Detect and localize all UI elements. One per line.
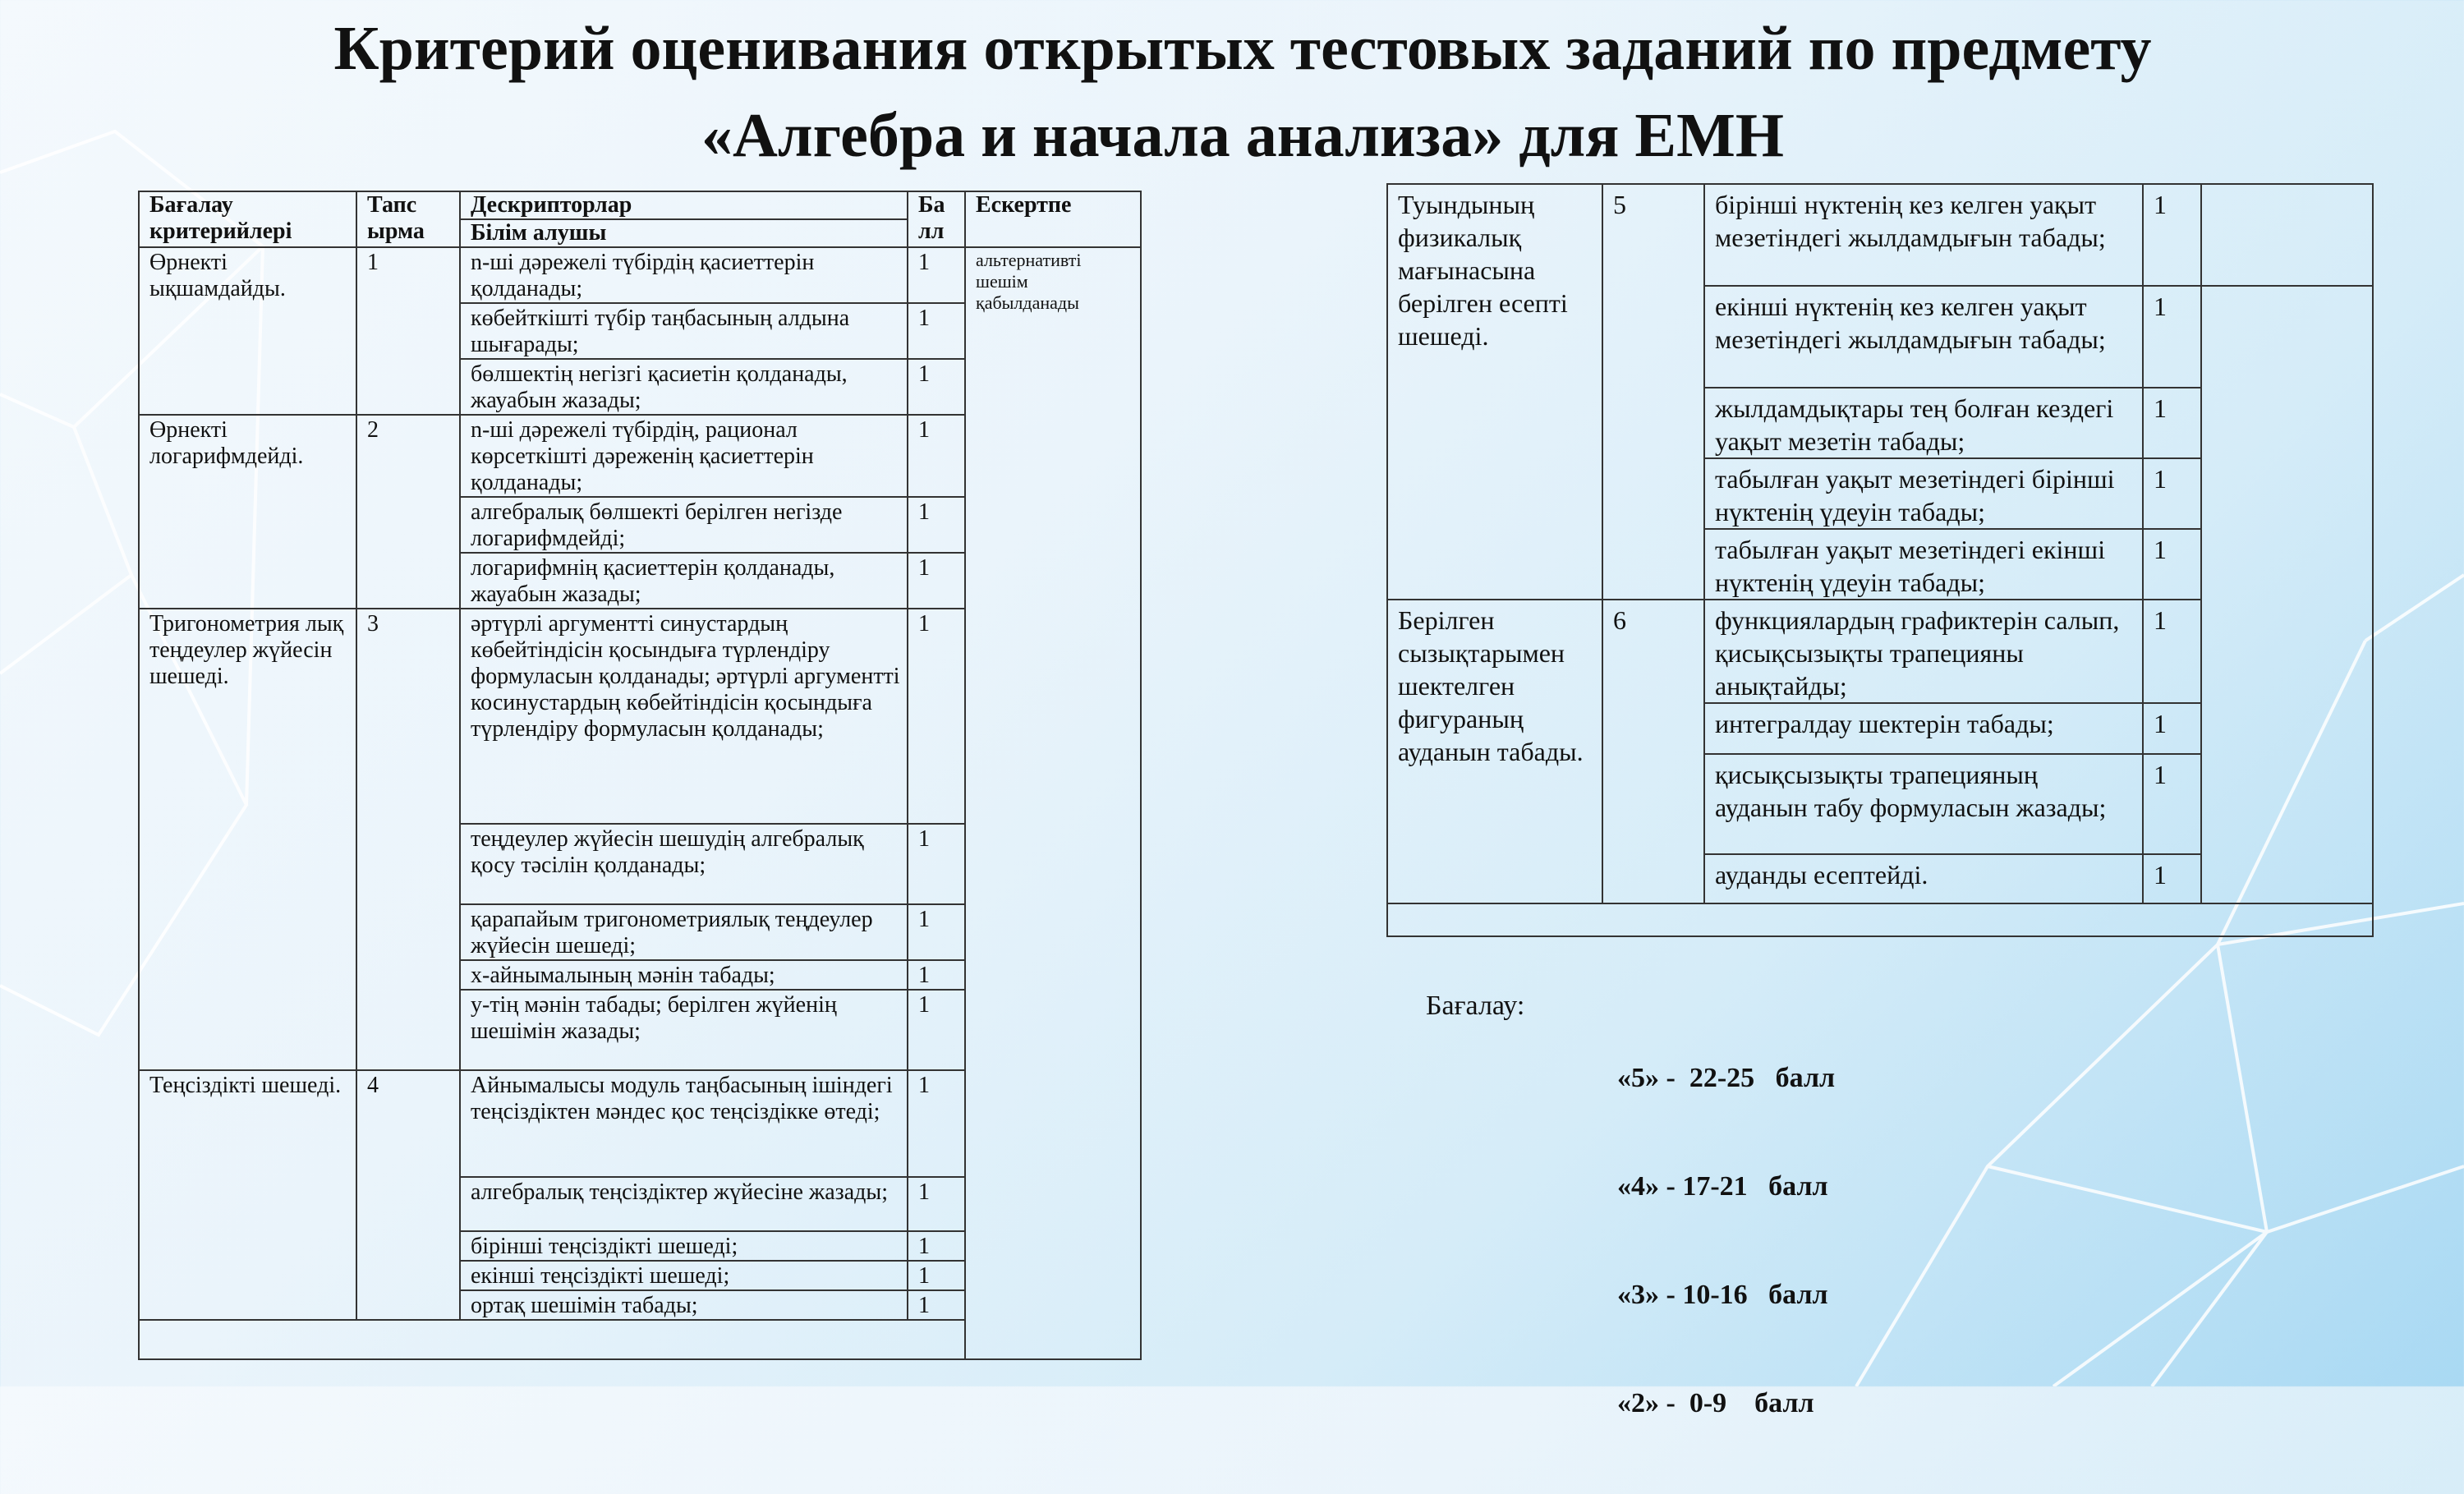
descriptor-cell: табылған уақыт мезетіндегі бірінші нүктенің үдеуін табады; [1704, 458, 2143, 529]
criteria-table-left [138, 191, 1142, 1360]
grade-3-line: «3» - 10-16 балл [1617, 1280, 1828, 1310]
descriptor-cell: екінші теңсіздікті шешеді; [460, 1261, 908, 1290]
score-cell: 1 [908, 497, 965, 553]
criterion-cell: Берілген сызықтарымен шектелген фигураның ауданын табады. [1387, 600, 1602, 903]
score-cell: 1 [908, 1177, 965, 1231]
header-task: Тапс ырма [356, 191, 460, 247]
task-number-cell: 5 [1602, 184, 1704, 600]
grade-5-line: «5» - 22-25 балл [1617, 1063, 1836, 1093]
score-cell: 1 [2143, 529, 2201, 600]
criterion-cell: Өрнекті логарифмдейді. [139, 415, 356, 609]
score-cell: 1 [2143, 458, 2201, 529]
task-number-cell: 1 [356, 247, 460, 415]
task-number-cell: 2 [356, 415, 460, 609]
score-cell: 1 [908, 904, 965, 960]
header-criteria: Бағалау критерийлері [139, 191, 356, 247]
grade-2-line: «2» - 0-9 балл [1617, 1388, 1814, 1418]
score-cell: 1 [908, 1261, 965, 1290]
header-descriptors: Дескрипторлар [460, 191, 908, 219]
descriptor-cell: логарифмнің қасиеттерін қолданады, жауабын жазады; [460, 553, 908, 609]
descriptor-cell: интегралдау шектерін табады; [1704, 703, 2143, 754]
descriptor-cell: y-тің мәнін табады; берілген жүйенің шешімін жазады; [460, 990, 908, 1070]
descriptor-cell: функциялардың графиктерін салып, қисықсызықты трапецияны анықтайды; [1704, 600, 2143, 703]
score-cell: 1 [2143, 184, 2201, 286]
descriptor-cell: n-ші дәрежелі түбірдің қасиеттерін қолданады; [460, 247, 908, 303]
descriptor-cell: бөлшектің негізгі қасиетін қолданады, жауабын жазады; [460, 359, 908, 415]
descriptor-cell: ауданды есептейді. [1704, 854, 2143, 903]
score-cell: 1 [908, 359, 965, 415]
descriptor-cell: n-ші дәрежелі түбірдің, рационал көрсеткішті дәреженің қасиеттерін қолданады; [460, 415, 908, 497]
header-score: Ба лл [908, 191, 965, 247]
descriptor-cell: екінші нүктенің кез келген уақыт мезетіндегі жылдамдығын табады; [1704, 286, 2143, 388]
score-cell: 1 [908, 247, 965, 303]
score-cell: 1 [908, 990, 965, 1070]
score-cell: 1 [908, 1070, 965, 1177]
note-cell: альтернативті шешім қабылданады [965, 247, 1141, 1359]
score-cell: 1 [908, 824, 965, 904]
score-cell: 1 [908, 960, 965, 990]
descriptor-cell: көбейткішті түбір таңбасының алдына шығарады; [460, 303, 908, 359]
descriptor-cell: қисықсызықты трапецияның ауданын табу формуласын жазады; [1704, 754, 2143, 854]
task-number-cell: 6 [1602, 600, 1704, 903]
grading-label: Бағалау: [1426, 991, 1525, 1021]
score-cell: 1 [908, 609, 965, 824]
task-number-cell: 4 [356, 1070, 460, 1320]
criterion-cell: Теңсіздікті шешеді. [139, 1070, 356, 1320]
score-cell: 1 [2143, 754, 2201, 854]
descriptor-cell: алгебралық теңсіздіктер жүйесіне жазады; [460, 1177, 908, 1231]
criterion-cell: Туындының физикалық мағынасына берілген есепті шешеді. [1387, 184, 1602, 600]
descriptor-cell: қарапайым тригонометриялық теңдеулер жүйесін шешеді; [460, 904, 908, 960]
descriptor-cell: алгебралық бөлшекті берілген негізде логарифмдейді; [460, 497, 908, 553]
descriptor-cell: әртүрлі аргументті синустардың көбейтіндісін қосындыға түрлендіру формуласын қолданады; әртүрлі аргументті косинустардың көбейтіндісін қосындыға түрлендіру формуласын қолданады; [460, 609, 908, 824]
header-student: Білім алушы [460, 219, 908, 247]
score-cell: 1 [908, 1290, 965, 1320]
title-line-2: «Алгебра и начала анализа» для ЕМН [701, 101, 1784, 170]
descriptor-cell: бірінші нүктенің кез келген уақыт мезетіндегі жылдамдығын табады; [1704, 184, 2143, 286]
descriptor-cell: x-айнымалының мәнін табады; [460, 960, 908, 990]
score-cell: 1 [908, 1231, 965, 1261]
descriptor-cell: бірінші теңсіздікті шешеді; [460, 1231, 908, 1261]
empty-footer-row [1387, 903, 2373, 936]
score-cell: 1 [908, 553, 965, 609]
score-cell: 1 [2143, 600, 2201, 703]
criterion-cell: Тригонометрия лық теңдеулер жүйесін шешеді. [139, 609, 356, 1070]
criteria-table-right [1386, 183, 2374, 937]
descriptor-cell: жылдамдықтары тең болған кездегі уақыт мезетін табады; [1704, 388, 2143, 458]
score-cell: 1 [908, 303, 965, 359]
note-cell [2201, 184, 2373, 286]
task-number-cell: 3 [356, 609, 460, 1070]
descriptor-cell: теңдеулер жүйесін шешудің алгебралық қосу тәсілін қолданады; [460, 824, 908, 904]
score-cell: 1 [2143, 388, 2201, 458]
criterion-cell: Өрнекті ықшамдайды. [139, 247, 356, 415]
score-cell: 1 [2143, 286, 2201, 388]
score-cell: 1 [2143, 854, 2201, 903]
descriptor-cell: ортақ шешімін табады; [460, 1290, 908, 1320]
header-note: Ескертпе [965, 191, 1141, 247]
empty-footer-row [139, 1320, 1141, 1359]
score-cell: 1 [908, 415, 965, 497]
descriptor-cell: Айнымалысы модуль таңбасының ішіндегі теңсіздіктен мәндес қос теңсіздікке өтеді; [460, 1070, 908, 1177]
score-cell: 1 [2143, 703, 2201, 754]
page-title [0, 0, 2464, 179]
descriptor-cell: табылған уақыт мезетіндегі екінші нүктенің үдеуін табады; [1704, 529, 2143, 600]
grade-4-line: «4» - 17-21 балл [1617, 1171, 1828, 1202]
note-cell [2201, 286, 2373, 903]
title-line-1: Критерий оценивания открытых тестовых заданий по предмету [333, 14, 2152, 83]
